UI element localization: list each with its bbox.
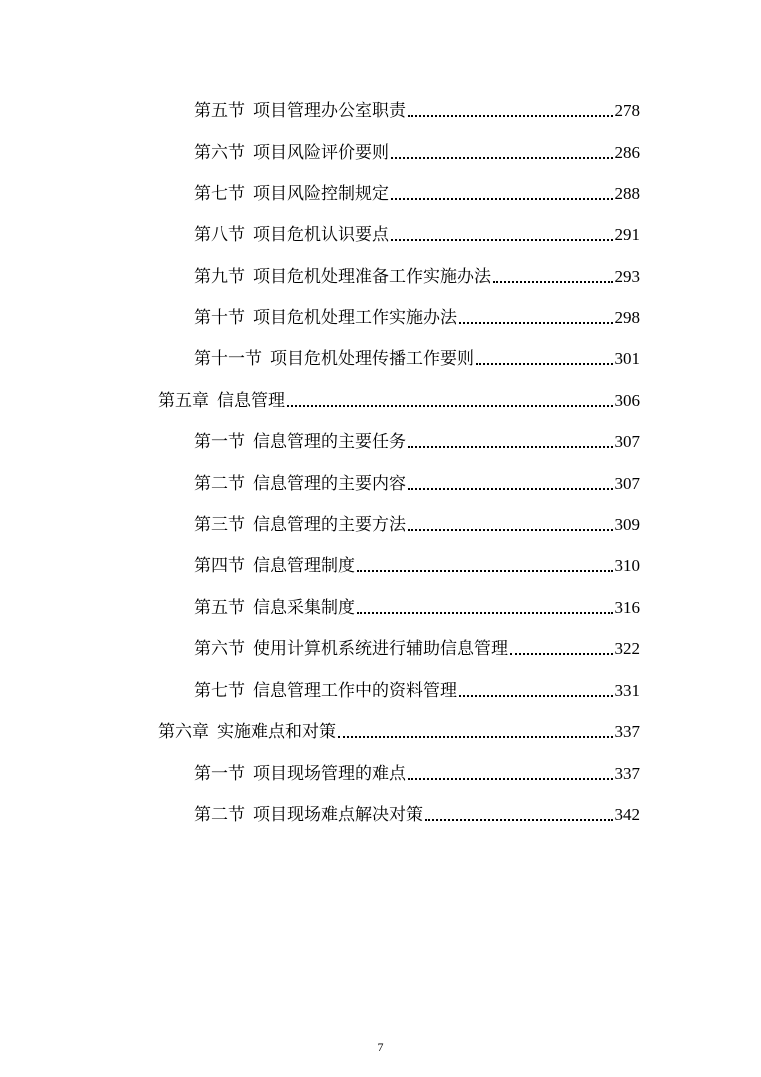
toc-entry-number: 第六章 (158, 722, 209, 742)
toc-dot-leader (391, 197, 613, 200)
toc-entry-page: 307 (614, 432, 640, 451)
toc-entry[interactable] (194, 262, 640, 288)
toc-chapter-entry[interactable] (158, 386, 640, 412)
toc-dot-leader (459, 321, 613, 324)
toc-entry-number: 第二节 (194, 474, 245, 494)
toc-entry-page: 337 (614, 722, 640, 741)
toc-entry-page: 288 (614, 184, 640, 203)
toc-entry[interactable] (194, 220, 640, 246)
toc-entry-page: 293 (614, 267, 640, 286)
toc-entry-title: 使用计算机系统进行辅助信息管理 (253, 639, 508, 659)
toc-entry[interactable] (194, 344, 640, 370)
toc-entry[interactable] (194, 551, 640, 577)
toc-entry-page: 342 (614, 805, 640, 824)
toc-entry-number: 第一节 (194, 432, 245, 452)
toc-entry-page: 316 (614, 598, 640, 617)
toc-entry[interactable] (194, 634, 640, 660)
toc-entry-page: 331 (614, 681, 640, 700)
toc-dot-leader (357, 611, 613, 614)
toc-dot-leader (391, 156, 613, 159)
toc-entry-number: 第八节 (194, 225, 245, 245)
toc-dot-leader (476, 362, 613, 365)
toc-entry-page: 291 (614, 225, 640, 244)
toc-entry-number: 第七节 (194, 184, 245, 204)
toc-entry-title: 项目危机处理准备工作实施办法 (253, 267, 491, 287)
toc-entry-number: 第十一节 (194, 349, 262, 369)
toc-entry-title: 项目风险控制规定 (253, 184, 389, 204)
toc-entry-number: 第二节 (194, 805, 245, 825)
toc-entry-page: 309 (614, 515, 640, 534)
toc-entry-number: 第一节 (194, 764, 245, 784)
toc-entry-title: 信息管理的主要内容 (253, 474, 406, 494)
toc-dot-leader (287, 404, 613, 407)
toc-entry-title: 项目风险评价要则 (253, 143, 389, 163)
toc-entry-page: 337 (614, 764, 640, 783)
toc-entry-page: 298 (614, 308, 640, 327)
toc-entry-page: 306 (614, 391, 640, 410)
toc-entry-number: 第五章 (158, 391, 209, 411)
toc-entry-page: 322 (614, 639, 640, 658)
toc-entry-title: 信息采集制度 (253, 598, 355, 618)
toc-entry-page: 307 (614, 474, 640, 493)
toc-entry-number: 第三节 (194, 515, 245, 535)
toc-entry-title: 信息管理制度 (253, 556, 355, 576)
toc-entry-title: 项目现场管理的难点 (253, 764, 406, 784)
toc-entry[interactable] (194, 179, 640, 205)
toc-dot-leader (357, 569, 613, 572)
toc-entry[interactable] (194, 593, 640, 619)
toc-entry-number: 第五节 (194, 101, 245, 121)
toc-dot-leader (493, 280, 613, 283)
toc-entry-title: 项目现场难点解决对策 (253, 805, 423, 825)
toc-dot-leader (338, 735, 613, 738)
toc-dot-leader (408, 487, 613, 490)
toc-entry[interactable] (194, 510, 640, 536)
toc-entry[interactable] (194, 96, 640, 122)
toc-entry-title: 项目危机处理传播工作要则 (270, 349, 474, 369)
toc-entry[interactable] (194, 427, 640, 453)
toc-entry-page: 301 (614, 349, 640, 368)
toc-entry-title: 信息管理工作中的资料管理 (253, 681, 457, 701)
toc-chapter-entry[interactable] (158, 717, 640, 743)
toc-entry[interactable] (194, 800, 640, 826)
toc-entry-number: 第六节 (194, 143, 245, 163)
toc-entry-title: 实施难点和对策 (217, 722, 336, 742)
toc-dot-leader (391, 238, 613, 241)
toc-entry-number: 第五节 (194, 598, 245, 618)
toc-entry-page: 310 (614, 556, 640, 575)
toc-entry-title: 信息管理的主要任务 (253, 432, 406, 452)
toc-entry-title: 信息管理的主要方法 (253, 515, 406, 535)
toc-entry-title: 项目危机认识要点 (253, 225, 389, 245)
toc-entry-page: 286 (614, 143, 640, 162)
toc-dot-leader (408, 445, 613, 448)
toc-entry-number: 第七节 (194, 681, 245, 701)
page-number: 7 (377, 1040, 384, 1054)
toc-dot-leader (459, 694, 613, 697)
toc-dot-leader (425, 818, 613, 821)
toc-entry-title: 项目管理办公室职责 (253, 101, 406, 121)
toc-entry-number: 第六节 (194, 639, 245, 659)
toc-entry-page: 278 (614, 101, 640, 120)
toc-entry-number: 第四节 (194, 556, 245, 576)
toc-entry-title: 项目危机处理工作实施办法 (253, 308, 457, 328)
toc-entry[interactable] (194, 469, 640, 495)
toc-dot-leader (408, 777, 613, 780)
toc-entry[interactable] (194, 138, 640, 164)
toc-entry-number: 第十节 (194, 308, 245, 328)
toc-dot-leader (408, 528, 613, 531)
toc-dot-leader (408, 114, 613, 117)
toc-entry-number: 第九节 (194, 267, 245, 287)
toc-entry[interactable] (194, 676, 640, 702)
toc-entry[interactable] (194, 303, 640, 329)
toc-entry[interactable] (194, 759, 640, 785)
toc-entry-title: 信息管理 (217, 391, 285, 411)
toc-dot-leader (510, 652, 613, 655)
